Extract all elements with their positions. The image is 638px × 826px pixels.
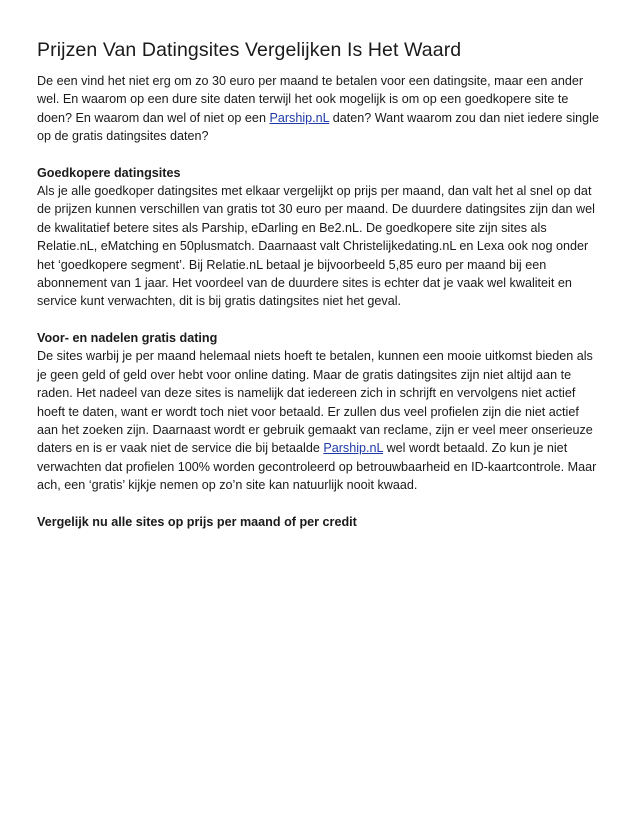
intro-paragraph: [37, 72, 603, 146]
section-heading: Goedkopere datingsites: [37, 165, 181, 180]
section-body-start: De sites warbij je per maand helemaal niets hoeft te betalen, kunnen een mooie uitkomst bieden als je geen geld of geld over hebt voor online dating. Maar de gratis datingsites zijn niet altijd aan te raden. Het nadeel van deze sites is namelijk dat iedereen zich in schrijft en vervolgens niet actief hoeft te daten, want er wordt toch niet voor betaald. Er zullen dus veel profielen zijn die niet actief aan het zoeken zijn. Daarnaast wordt er gebruik gemaakt van reclame, zijn er veel meer onserieuze daters en is er vaak niet de service die bij betaalde: [37, 349, 593, 456]
section-voor-en-nadelen: [37, 329, 603, 495]
closing-line: Vergelijk nu alle sites op prijs per maand of per credit: [37, 514, 357, 529]
section-heading: Voor- en nadelen gratis dating: [37, 330, 218, 345]
section-body-end: wel wordt betaald. Zo kun je niet verwachten dat profielen 100% worden gecontroleerd op betrouwbaarheid en ID-kaartcontrole. Maar ach, een ‘gratis’ kijkje nemen op zo’n site kan natuurlijk nooit kwaad.: [37, 441, 597, 493]
document-title: Prijzen Van Datingsites Vergelijken Is Het Waard: [37, 39, 462, 61]
parship-link[interactable]: Parship.nL: [269, 110, 330, 125]
intro-text-end: daten? Want waarom zou dan niet iedere single op de gratis datingsites daten?: [37, 110, 599, 144]
intro-text-start: De een vind het niet erg om zo 30 euro per maand te betalen voor een datingsite, maar een ander wel. En waarom op een dure site daten terwijl het ook mogelijk is om op een goedkopere site te doen? En waarom dan wel of niet op een: [37, 74, 584, 125]
section-goedkopere-datingsites: [37, 164, 603, 311]
document-page: [37, 38, 603, 531]
parship-link[interactable]: Parship.nL: [323, 441, 384, 456]
section-body: Als je alle goedkoper datingsites met elkaar vergelijkt op prijs per maand, dan valt het al snel op dat de prijzen kunnen verschillen van gratis tot 30 euro per maand. De duurdere datingsites zijn dan wel de kwalitatief betere sites als Parship, eDarling en Be2.nL. De goedkopere site zijn sites als Relatie.nL, eMatching en 50plusmatch. Daarnaast valt Christelijkedating.nL en Lexa ook nog onder het ‘goedkopere segment’. Bij Relatie.nL betaal je bijvoorbeeld 5,85 euro per maand bij een abonnement van 1 jaar. Het voordeel van de duurdere sites is echter dat je vaak wel kwaliteit en service kunt verwachten, dit is bij gratis datingsites niet het geval.: [37, 184, 595, 309]
